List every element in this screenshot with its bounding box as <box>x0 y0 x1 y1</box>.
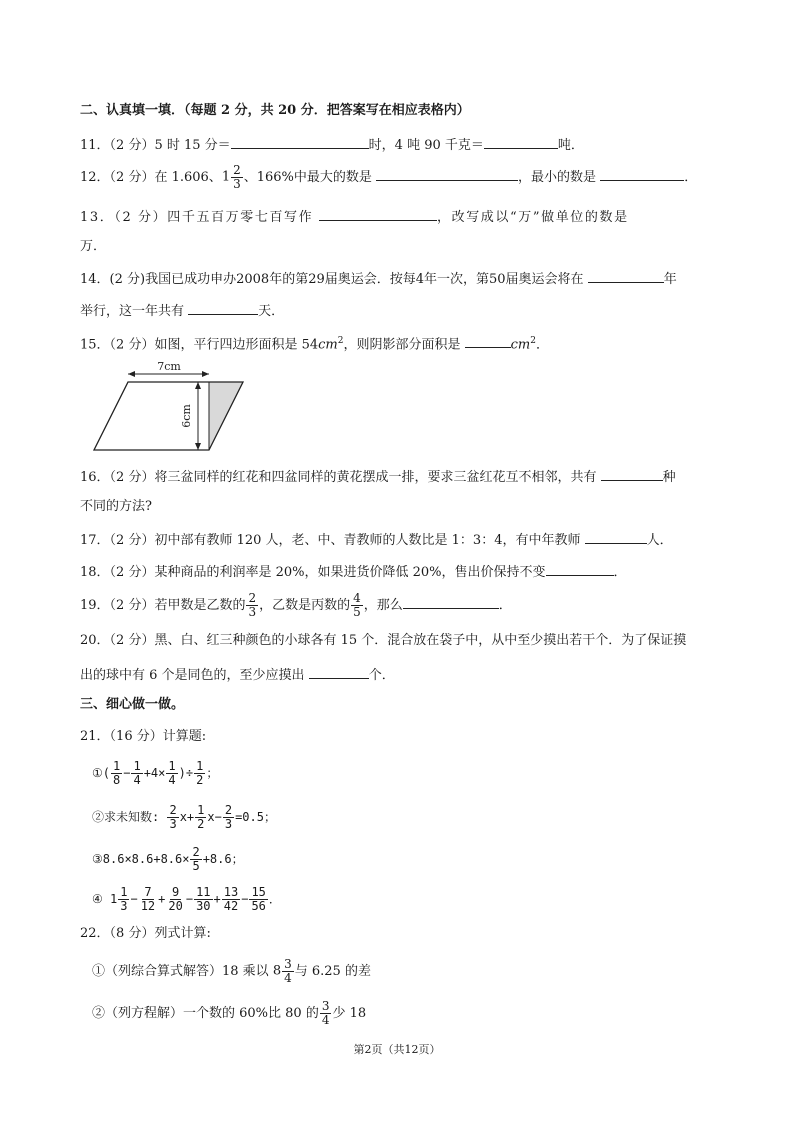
answer-blank[interactable] <box>585 529 647 544</box>
question-13: 13．（2 分）四千五百万零七百写作 ，改写成以“万”做单位的数是 <box>80 206 629 227</box>
question-18: 18．（2 分）某种商品的利润率是 20%，如果进货价降低 20%，售出价保持不变 ． <box>80 561 627 582</box>
section-heading: 二、认真填一填．（每题 2 分，共 20 分．把答案写在相应表格内） <box>80 103 470 118</box>
question-12: 12．（2 分）在 1.606、1 $\frac{2}{3}$ 、166%中最大的数是 ，最小的数是 ． <box>80 163 698 191</box>
arrow-right <box>202 371 209 377</box>
answer-blank[interactable] <box>231 134 369 149</box>
answer-blank[interactable] <box>546 561 614 576</box>
question-20: 20．（2 分）黑、白、红三种颜色的小球各有 15 个．混合放在袋子中，从中至少摸出若干个．为了保证摸 <box>80 633 687 648</box>
answer-blank[interactable] <box>319 206 437 221</box>
answer-blank[interactable] <box>484 134 558 149</box>
answer-blank[interactable] <box>465 333 511 348</box>
answer-blank[interactable] <box>376 166 518 181</box>
question-14: 14．(2 分)我国已成功申办2008年的第29届奥运会．按每4年一次，第50届奥运会将在 年 <box>80 268 677 289</box>
calc-item-2: ②求未知数: $\frac{2}{3}$ x+ $\frac{1}{2}$ x− $\frac{2}{3}$ =0.5； <box>92 803 276 831</box>
answer-blank[interactable] <box>403 594 499 609</box>
fraction: $\frac{2}{3}$ <box>248 591 257 619</box>
parallelogram-figure <box>85 360 255 454</box>
question-17: 17．（2 分）初中部有教师 120 人，老、中、青教师的人数比是 1：3：4，有中年教师 人． <box>80 529 673 550</box>
calc-item-22-2: ②（列方程解）一个数的 60%比 80 的 $\frac{3}{4}$ 少 18 <box>92 999 367 1027</box>
question-11: 11．（2 分）5 时 15 分＝ 时，4 吨 90 千克＝ 吨． <box>80 134 584 155</box>
fraction: $\frac{2}{3}$ <box>233 163 241 191</box>
page-footer: 第2页（共12页） <box>353 1043 441 1056</box>
arrow-up <box>195 382 201 389</box>
calc-item-3: ③8.6×8.6+8.6× $\frac{2}{5}$ +8.6； <box>92 845 244 873</box>
calc-item-4: ④ 1 $\frac{1}{3}$ − $\frac{7}{12}$ + $\frac{9}{20}$ − $\frac{11}{30}$ + $\frac{13}{42}$ − $\frac{15}{56}$ ． <box>92 885 281 913</box>
question-21: 21．（16 分）计算题: <box>80 729 207 744</box>
top-label: 7cm <box>157 360 181 373</box>
question-22: 22．（8 分）列式计算: <box>80 926 211 941</box>
answer-blank[interactable] <box>188 300 258 315</box>
question-16: 16．（2 分）将三盆同样的红花和四盆同样的黄花摆成一排，要求三盆红花互不相邻，共有 种 <box>80 466 676 487</box>
question-14-cont: 举行，这一年共有 天． <box>80 300 284 321</box>
question-19: 19．（2 分）若甲数是乙数的 $\frac{2}{3}$ ，乙数是丙数的 $\frac{4}{5}$ ，那么 ． <box>80 591 512 619</box>
calc-item-1: ①( $\frac{1}{8}$ − $\frac{1}{4}$ +4× $\frac{1}{4}$ )÷ $\frac{1}{2}$ ； <box>92 759 219 787</box>
question-13-cont: 万． <box>80 239 107 254</box>
answer-blank[interactable] <box>600 166 684 181</box>
side-label: 6cm <box>180 404 193 428</box>
fraction: $\frac{4}{5}$ <box>353 591 361 619</box>
answer-blank[interactable] <box>309 664 369 679</box>
answer-blank[interactable] <box>588 268 664 283</box>
arrow-left <box>128 371 135 377</box>
calc-item-22-1: ①（列综合算式解答）18 乘以 8 $\frac{3}{4}$ 与 6.25 的差 <box>92 957 371 985</box>
question-15: 15．（2 分）如图，平行四边形面积是 $54cm^2$，则阴影部分面积是 $cm^2$． <box>80 332 549 354</box>
arrow-down <box>195 443 201 450</box>
section-heading: 三、细心做一做。 <box>80 697 185 712</box>
question-16-cont: 不同的方法? <box>80 499 152 514</box>
answer-blank[interactable] <box>601 466 663 481</box>
question-20-cont: 出的球中有 6 个是同色的，至少应摸出 个． <box>80 664 395 685</box>
